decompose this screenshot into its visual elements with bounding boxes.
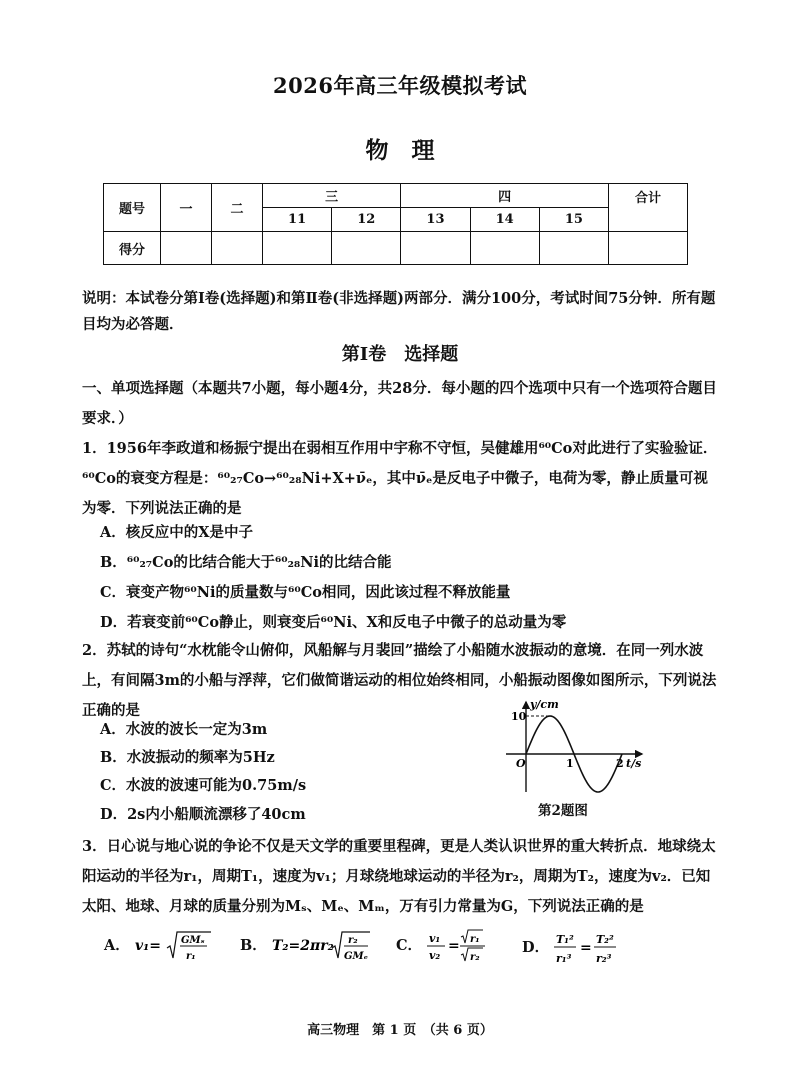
question-3-option-b xyxy=(240,928,372,964)
svg-text:=: = xyxy=(580,940,592,956)
question-3-stem: 3．日心说与地心说的争论不仅是天文学的重要里程碑，更是人类认识世界的重大转折点．地球绕太阳运动的半径为r₁，周期T₁，速度为v₁；月球绕地球运动的半径为r₂，周期为T₂，速度为v₂．已知太阳、地球、月球的质量分别为Mₛ、Mₑ、Mₘ，万有引力常量为G，下列说法正确的是 xyxy=(82,838,716,915)
svg-text:r₂³: r₂³ xyxy=(596,952,612,965)
svg-text:r₂: r₂ xyxy=(347,935,358,946)
svg-text:v₁: v₁ xyxy=(429,932,441,945)
svg-text:=: = xyxy=(448,938,460,954)
score-cell xyxy=(609,232,688,265)
score-table-sub-11: 11 xyxy=(263,208,332,232)
formula-c xyxy=(427,928,499,964)
question-1-option-c: C．衰变产物⁶⁰Ni的质量数与⁶⁰Co相同，因此该过程不释放能量 xyxy=(100,584,511,601)
t-tick-label-1: 1 xyxy=(566,757,574,770)
score-table-sub-13: 13 xyxy=(401,208,470,232)
question-2-option-d: D．2s内小船顺流漂移了40cm xyxy=(100,806,306,823)
svg-text:v₁=: v₁= xyxy=(134,938,161,954)
score-table-sub-15: 15 xyxy=(539,208,608,232)
question-3-option-c xyxy=(396,928,499,964)
score-table xyxy=(103,183,688,265)
score-cell xyxy=(470,232,539,265)
score-table-col-2: 二 xyxy=(212,184,263,232)
question-1-stem: 1．1956年李政道和杨振宁提出在弱相互作用中宇称不守恒，吴健雄用⁶⁰Co对此进行了实验验证．⁶⁰Co的衰变方程是：⁶⁰₂₇Co→⁶⁰₂₈Ni+X+ν̄ₑ，其中ν̄ₑ是反电子中微子，电荷为零，静止质量可视为零．下列说法正确的是 xyxy=(82,440,718,517)
score-table-col-4: 四 xyxy=(401,184,609,208)
svg-text:GMₑ: GMₑ xyxy=(343,951,368,962)
score-table-col-3: 三 xyxy=(263,184,401,208)
score-table-header-label: 题号 xyxy=(104,184,161,232)
option-letter: D． xyxy=(522,939,550,956)
svg-text:r₁³: r₁³ xyxy=(556,952,572,965)
y-axis-label: y/cm xyxy=(530,698,559,711)
score-row-label: 得分 xyxy=(104,232,161,265)
question-2-stem: 2．苏轼的诗句“水枕能令山俯仰，风船解与月裴回”描绘了小船随水波振动的意境．在同一列水波上，有间隔3m的小船与浮萍，它们做简谐运动的相位始终相同，小船振动图像如图所示，下列说法正确的是 xyxy=(82,642,717,719)
question-3-option-a xyxy=(104,928,213,964)
part1-intro: 一、单项选择题（本题共7小题，每小题4分，共28分．每小题的四个选项中只有一个选项符合题目要求．） xyxy=(82,380,717,427)
score-table-sub-12: 12 xyxy=(332,208,401,232)
svg-text:T₂²: T₂² xyxy=(596,933,614,946)
option-letter: B． xyxy=(240,937,267,954)
svg-text:T₁²: T₁² xyxy=(556,933,574,946)
formula-b xyxy=(272,928,372,964)
question-1-option-a: A．核反应中的X是中子 xyxy=(100,524,253,541)
t-tick-label-2: 2 xyxy=(616,757,624,770)
svg-text:v₂: v₂ xyxy=(429,949,441,962)
formula-d xyxy=(554,928,622,968)
score-table-col-1: 一 xyxy=(161,184,212,232)
score-cell xyxy=(161,232,212,265)
question-2-option-a: A．水波的波长一定为3m xyxy=(100,721,268,738)
y-tick-label: 10 xyxy=(511,710,527,723)
section-title: 第Ⅰ卷 选择题 xyxy=(341,344,459,365)
exam-title: 2026年高三年级模拟考试 xyxy=(273,73,527,98)
svg-text:r₁: r₁ xyxy=(185,951,196,962)
subject-title: 物 理 xyxy=(365,137,435,164)
question-1-option-b: B．⁶⁰₂₇Co的比结合能大于⁶⁰₂₈Ni的比结合能 xyxy=(100,554,392,571)
score-cell xyxy=(332,232,401,265)
oscillation-graph xyxy=(502,696,647,796)
score-cell xyxy=(539,232,608,265)
figure-caption: 第2题图 xyxy=(538,803,588,819)
question-1-option-d: D．若衰变前⁶⁰Co静止，则衰变后⁶⁰Ni、X和反电子中微子的总动量为零 xyxy=(100,614,567,631)
question-2-option-c: C．水波的波速可能为0.75m/s xyxy=(100,777,307,794)
svg-text:r₁: r₁ xyxy=(470,934,480,945)
page-footer: 高三物理 第 1 页 （共 6 页） xyxy=(307,1023,493,1038)
svg-text:GMₛ: GMₛ xyxy=(180,935,205,946)
question-3-option-d xyxy=(522,928,622,968)
formula-a xyxy=(135,928,213,964)
option-letter: C． xyxy=(396,937,423,954)
question-2-option-b: B．水波振动的频率为5Hz xyxy=(100,749,275,766)
option-letter: A． xyxy=(104,937,130,954)
t-axis-label: t/s xyxy=(626,757,642,770)
origin-label: O xyxy=(516,757,526,770)
score-table-sub-14: 14 xyxy=(470,208,539,232)
score-cell xyxy=(263,232,332,265)
score-cell xyxy=(212,232,263,265)
score-table-total: 合计 xyxy=(609,184,688,232)
score-cell xyxy=(401,232,470,265)
exam-note: 说明：本试卷分第Ⅰ卷(选择题)和第Ⅱ卷(非选择题)两部分．满分100分，考试时间75分钟．所有题目均为必答题． xyxy=(82,290,716,333)
svg-text:T₂=2πr₂: T₂=2πr₂ xyxy=(271,938,334,954)
svg-text:r₂: r₂ xyxy=(470,952,480,963)
